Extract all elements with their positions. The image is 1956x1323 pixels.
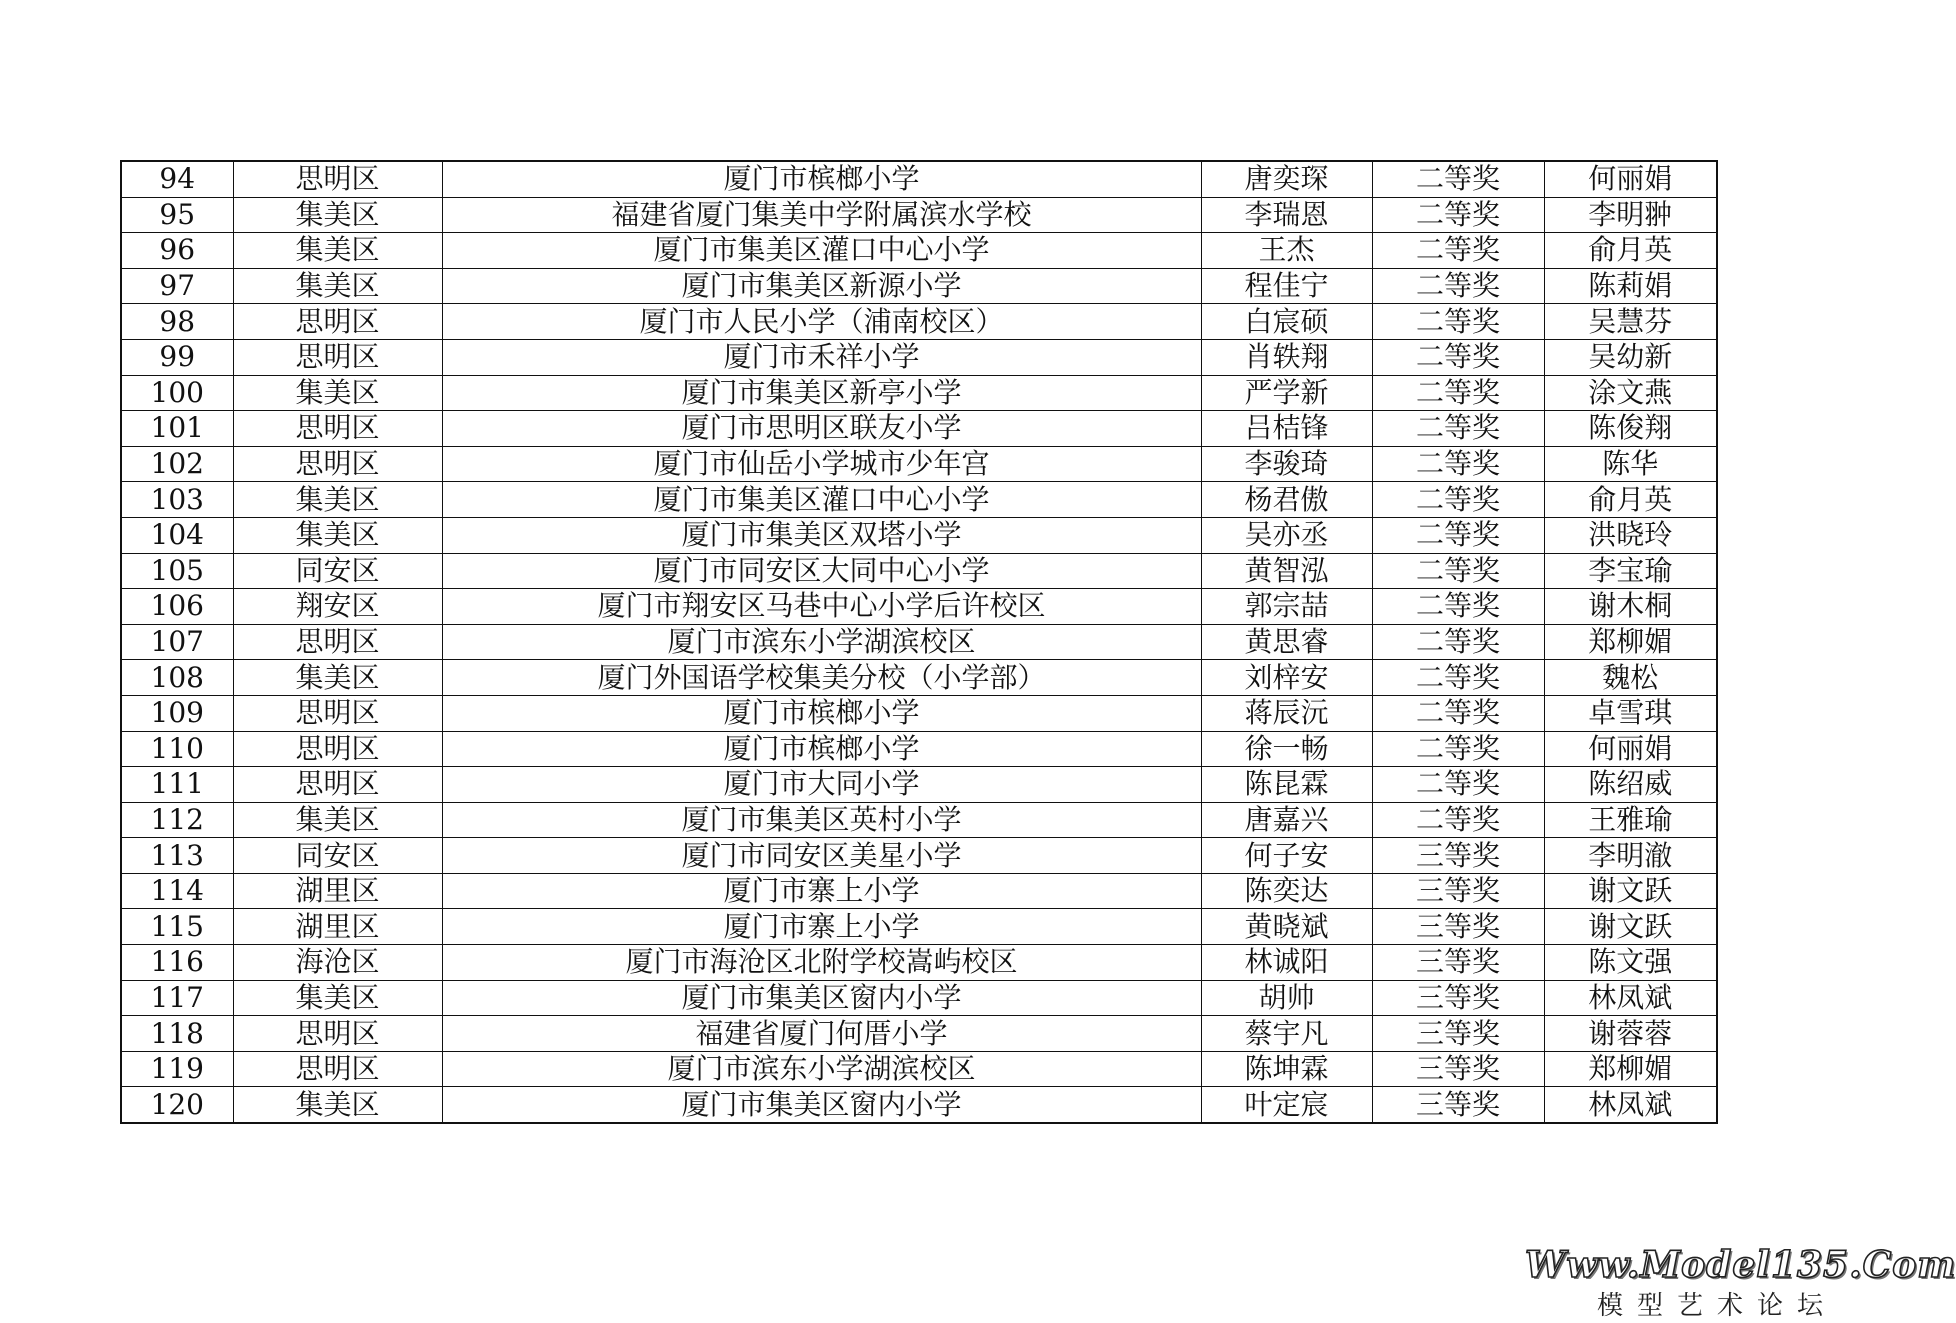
table-row (121, 838, 1717, 874)
teacher-name-cell: 李明翀 (1544, 197, 1717, 233)
student-name-cell: 严学新 (1201, 375, 1372, 411)
student-name-cell: 蔡宇凡 (1201, 1016, 1372, 1052)
award-level-cell: 二等奖 (1372, 553, 1544, 589)
district-cell: 思明区 (233, 446, 442, 482)
school-cell: 厦门市翔安区马巷中心小学后许校区 (442, 589, 1201, 625)
row-number: 111 (121, 767, 233, 803)
award-level-cell: 二等奖 (1372, 161, 1544, 197)
table-row (121, 802, 1717, 838)
teacher-name-cell: 陈莉娟 (1544, 268, 1717, 304)
school-cell: 厦门市滨东小学湖滨校区 (442, 624, 1201, 660)
award-level-cell: 二等奖 (1372, 482, 1544, 518)
teacher-name-cell: 吴慧芬 (1544, 304, 1717, 340)
district-cell: 思明区 (233, 624, 442, 660)
teacher-name-cell: 郑柳媚 (1544, 624, 1717, 660)
district-cell: 集美区 (233, 268, 442, 304)
table-row (121, 304, 1717, 340)
teacher-name-cell: 何丽娟 (1544, 161, 1717, 197)
award-level-cell: 三等奖 (1372, 1016, 1544, 1052)
watermark-site-text: Www.Model135.Com (1525, 1244, 1956, 1286)
table-row (121, 553, 1717, 589)
district-cell: 集美区 (233, 980, 442, 1016)
table-row (121, 482, 1717, 518)
teacher-name-cell: 吴幼新 (1544, 339, 1717, 375)
row-number: 99 (121, 339, 233, 375)
district-cell: 思明区 (233, 411, 442, 447)
teacher-name-cell: 李明澈 (1544, 838, 1717, 874)
award-level-cell: 三等奖 (1372, 1087, 1544, 1123)
award-level-cell: 三等奖 (1372, 945, 1544, 981)
row-number: 103 (121, 482, 233, 518)
school-cell: 厦门市集美区英村小学 (442, 802, 1201, 838)
table-row (121, 1087, 1717, 1123)
school-cell: 厦门市同安区美星小学 (442, 838, 1201, 874)
school-cell: 厦门市寨上小学 (442, 873, 1201, 909)
teacher-name-cell: 李宝瑜 (1544, 553, 1717, 589)
teacher-name-cell: 陈俊翔 (1544, 411, 1717, 447)
award-table-body (121, 161, 1717, 1123)
school-cell: 厦门市集美区窗内小学 (442, 1087, 1201, 1123)
row-number: 120 (121, 1087, 233, 1123)
table-row (121, 1051, 1717, 1087)
table-row (121, 624, 1717, 660)
school-cell: 厦门市槟榔小学 (442, 695, 1201, 731)
student-name-cell: 李瑞恩 (1201, 197, 1372, 233)
row-number: 107 (121, 624, 233, 660)
district-cell: 海沧区 (233, 945, 442, 981)
row-number: 105 (121, 553, 233, 589)
table-row (121, 268, 1717, 304)
award-level-cell: 三等奖 (1372, 1051, 1544, 1087)
district-cell: 思明区 (233, 767, 442, 803)
school-cell: 厦门市集美区新源小学 (442, 268, 1201, 304)
student-name-cell: 程佳宁 (1201, 268, 1372, 304)
table-row (121, 945, 1717, 981)
teacher-name-cell: 郑柳媚 (1544, 1051, 1717, 1087)
table-row (121, 589, 1717, 625)
student-name-cell: 蒋辰沅 (1201, 695, 1372, 731)
row-number: 94 (121, 161, 233, 197)
teacher-name-cell: 谢木桐 (1544, 589, 1717, 625)
row-number: 102 (121, 446, 233, 482)
award-level-cell: 二等奖 (1372, 624, 1544, 660)
student-name-cell: 吕桔锋 (1201, 411, 1372, 447)
table-row (121, 411, 1717, 447)
student-name-cell: 林诚阳 (1201, 945, 1372, 981)
row-number: 118 (121, 1016, 233, 1052)
award-level-cell: 二等奖 (1372, 304, 1544, 340)
teacher-name-cell: 陈绍威 (1544, 767, 1717, 803)
teacher-name-cell: 卓雪琪 (1544, 695, 1717, 731)
award-table (120, 160, 1718, 1124)
table-row (121, 375, 1717, 411)
row-number: 117 (121, 980, 233, 1016)
award-level-cell: 三等奖 (1372, 980, 1544, 1016)
table-row (121, 517, 1717, 553)
table-row (121, 731, 1717, 767)
district-cell: 集美区 (233, 802, 442, 838)
school-cell: 厦门市集美区双塔小学 (442, 517, 1201, 553)
teacher-name-cell: 林凤斌 (1544, 980, 1717, 1016)
teacher-name-cell: 谢文跃 (1544, 909, 1717, 945)
student-name-cell: 郭宗喆 (1201, 589, 1372, 625)
school-cell: 厦门市滨东小学湖滨校区 (442, 1051, 1201, 1087)
row-number: 96 (121, 233, 233, 269)
teacher-name-cell: 涂文燕 (1544, 375, 1717, 411)
watermark-tagline: 模型艺术论坛 (1596, 1291, 1837, 1321)
student-name-cell: 杨君傲 (1201, 482, 1372, 518)
table-row (121, 695, 1717, 731)
row-number: 109 (121, 695, 233, 731)
teacher-name-cell: 谢文跃 (1544, 873, 1717, 909)
award-level-cell: 二等奖 (1372, 517, 1544, 553)
award-level-cell: 二等奖 (1372, 197, 1544, 233)
district-cell: 集美区 (233, 482, 442, 518)
student-name-cell: 唐嘉兴 (1201, 802, 1372, 838)
student-name-cell: 唐奕琛 (1201, 161, 1372, 197)
student-name-cell: 王杰 (1201, 233, 1372, 269)
award-level-cell: 二等奖 (1372, 802, 1544, 838)
school-cell: 厦门市集美区灌口中心小学 (442, 482, 1201, 518)
teacher-name-cell: 俞月英 (1544, 233, 1717, 269)
table-row (121, 660, 1717, 696)
award-level-cell: 二等奖 (1372, 411, 1544, 447)
teacher-name-cell: 魏松 (1544, 660, 1717, 696)
row-number: 100 (121, 375, 233, 411)
district-cell: 思明区 (233, 1016, 442, 1052)
student-name-cell: 陈坤霖 (1201, 1051, 1372, 1087)
award-level-cell: 二等奖 (1372, 695, 1544, 731)
district-cell: 思明区 (233, 304, 442, 340)
row-number: 98 (121, 304, 233, 340)
teacher-name-cell: 陈华 (1544, 446, 1717, 482)
district-cell: 集美区 (233, 660, 442, 696)
student-name-cell: 肖轶翔 (1201, 339, 1372, 375)
district-cell: 集美区 (233, 375, 442, 411)
row-number: 119 (121, 1051, 233, 1087)
district-cell: 湖里区 (233, 909, 442, 945)
student-name-cell: 刘梓安 (1201, 660, 1372, 696)
school-cell: 厦门市思明区联友小学 (442, 411, 1201, 447)
student-name-cell: 黄思睿 (1201, 624, 1372, 660)
district-cell: 翔安区 (233, 589, 442, 625)
school-cell: 厦门市槟榔小学 (442, 161, 1201, 197)
table-row (121, 197, 1717, 233)
table-row (121, 873, 1717, 909)
district-cell: 思明区 (233, 695, 442, 731)
student-name-cell: 李骏琦 (1201, 446, 1372, 482)
school-cell: 厦门市禾祥小学 (442, 339, 1201, 375)
row-number: 95 (121, 197, 233, 233)
student-name-cell: 胡帅 (1201, 980, 1372, 1016)
district-cell: 集美区 (233, 233, 442, 269)
award-level-cell: 三等奖 (1372, 909, 1544, 945)
row-number: 101 (121, 411, 233, 447)
award-level-cell: 二等奖 (1372, 767, 1544, 803)
school-cell: 福建省厦门何厝小学 (442, 1016, 1201, 1052)
award-level-cell: 二等奖 (1372, 589, 1544, 625)
table-row (121, 233, 1717, 269)
district-cell: 思明区 (233, 1051, 442, 1087)
site-watermark (1525, 1243, 1956, 1323)
student-name-cell: 何子安 (1201, 838, 1372, 874)
school-cell: 厦门市集美区新亭小学 (442, 375, 1201, 411)
school-cell: 厦门市海沧区北附学校嵩屿校区 (442, 945, 1201, 981)
school-cell: 厦门市槟榔小学 (442, 731, 1201, 767)
school-cell: 厦门市仙岳小学城市少年宫 (442, 446, 1201, 482)
teacher-name-cell: 陈文强 (1544, 945, 1717, 981)
row-number: 113 (121, 838, 233, 874)
district-cell: 同安区 (233, 838, 442, 874)
district-cell: 湖里区 (233, 873, 442, 909)
teacher-name-cell: 俞月英 (1544, 482, 1717, 518)
school-cell: 厦门市集美区窗内小学 (442, 980, 1201, 1016)
table-row (121, 909, 1717, 945)
district-cell: 集美区 (233, 197, 442, 233)
row-number: 106 (121, 589, 233, 625)
school-cell: 厦门市集美区灌口中心小学 (442, 233, 1201, 269)
award-level-cell: 二等奖 (1372, 233, 1544, 269)
row-number: 116 (121, 945, 233, 981)
table-row (121, 767, 1717, 803)
district-cell: 同安区 (233, 553, 442, 589)
row-number: 115 (121, 909, 233, 945)
student-name-cell: 黄晓斌 (1201, 909, 1372, 945)
student-name-cell: 陈奕达 (1201, 873, 1372, 909)
student-name-cell: 叶定宸 (1201, 1087, 1372, 1123)
award-level-cell: 三等奖 (1372, 873, 1544, 909)
teacher-name-cell: 何丽娟 (1544, 731, 1717, 767)
award-level-cell: 二等奖 (1372, 731, 1544, 767)
district-cell: 集美区 (233, 517, 442, 553)
award-level-cell: 三等奖 (1372, 838, 1544, 874)
teacher-name-cell: 林凤斌 (1544, 1087, 1717, 1123)
row-number: 112 (121, 802, 233, 838)
district-cell: 集美区 (233, 1087, 442, 1123)
award-level-cell: 二等奖 (1372, 375, 1544, 411)
table-row (121, 161, 1717, 197)
district-cell: 思明区 (233, 731, 442, 767)
school-cell: 厦门市人民小学（浦南校区） (442, 304, 1201, 340)
student-name-cell: 黄智泓 (1201, 553, 1372, 589)
table-row (121, 980, 1717, 1016)
row-number: 108 (121, 660, 233, 696)
award-level-cell: 二等奖 (1372, 660, 1544, 696)
student-name-cell: 徐一畅 (1201, 731, 1372, 767)
table-row (121, 446, 1717, 482)
teacher-name-cell: 洪晓玲 (1544, 517, 1717, 553)
row-number: 114 (121, 873, 233, 909)
teacher-name-cell: 王雅瑜 (1544, 802, 1717, 838)
school-cell: 厦门市大同小学 (442, 767, 1201, 803)
teacher-name-cell: 谢蓉蓉 (1544, 1016, 1717, 1052)
row-number: 104 (121, 517, 233, 553)
school-cell: 厦门外国语学校集美分校（小学部） (442, 660, 1201, 696)
school-cell: 福建省厦门集美中学附属滨水学校 (442, 197, 1201, 233)
award-level-cell: 二等奖 (1372, 446, 1544, 482)
table-row (121, 339, 1717, 375)
school-cell: 厦门市同安区大同中心小学 (442, 553, 1201, 589)
row-number: 97 (121, 268, 233, 304)
school-cell: 厦门市寨上小学 (442, 909, 1201, 945)
table-row (121, 1016, 1717, 1052)
district-cell: 思明区 (233, 161, 442, 197)
district-cell: 思明区 (233, 339, 442, 375)
award-level-cell: 二等奖 (1372, 339, 1544, 375)
award-level-cell: 二等奖 (1372, 268, 1544, 304)
student-name-cell: 白宸硕 (1201, 304, 1372, 340)
student-name-cell: 陈昆霖 (1201, 767, 1372, 803)
student-name-cell: 吴亦丞 (1201, 517, 1372, 553)
row-number: 110 (121, 731, 233, 767)
